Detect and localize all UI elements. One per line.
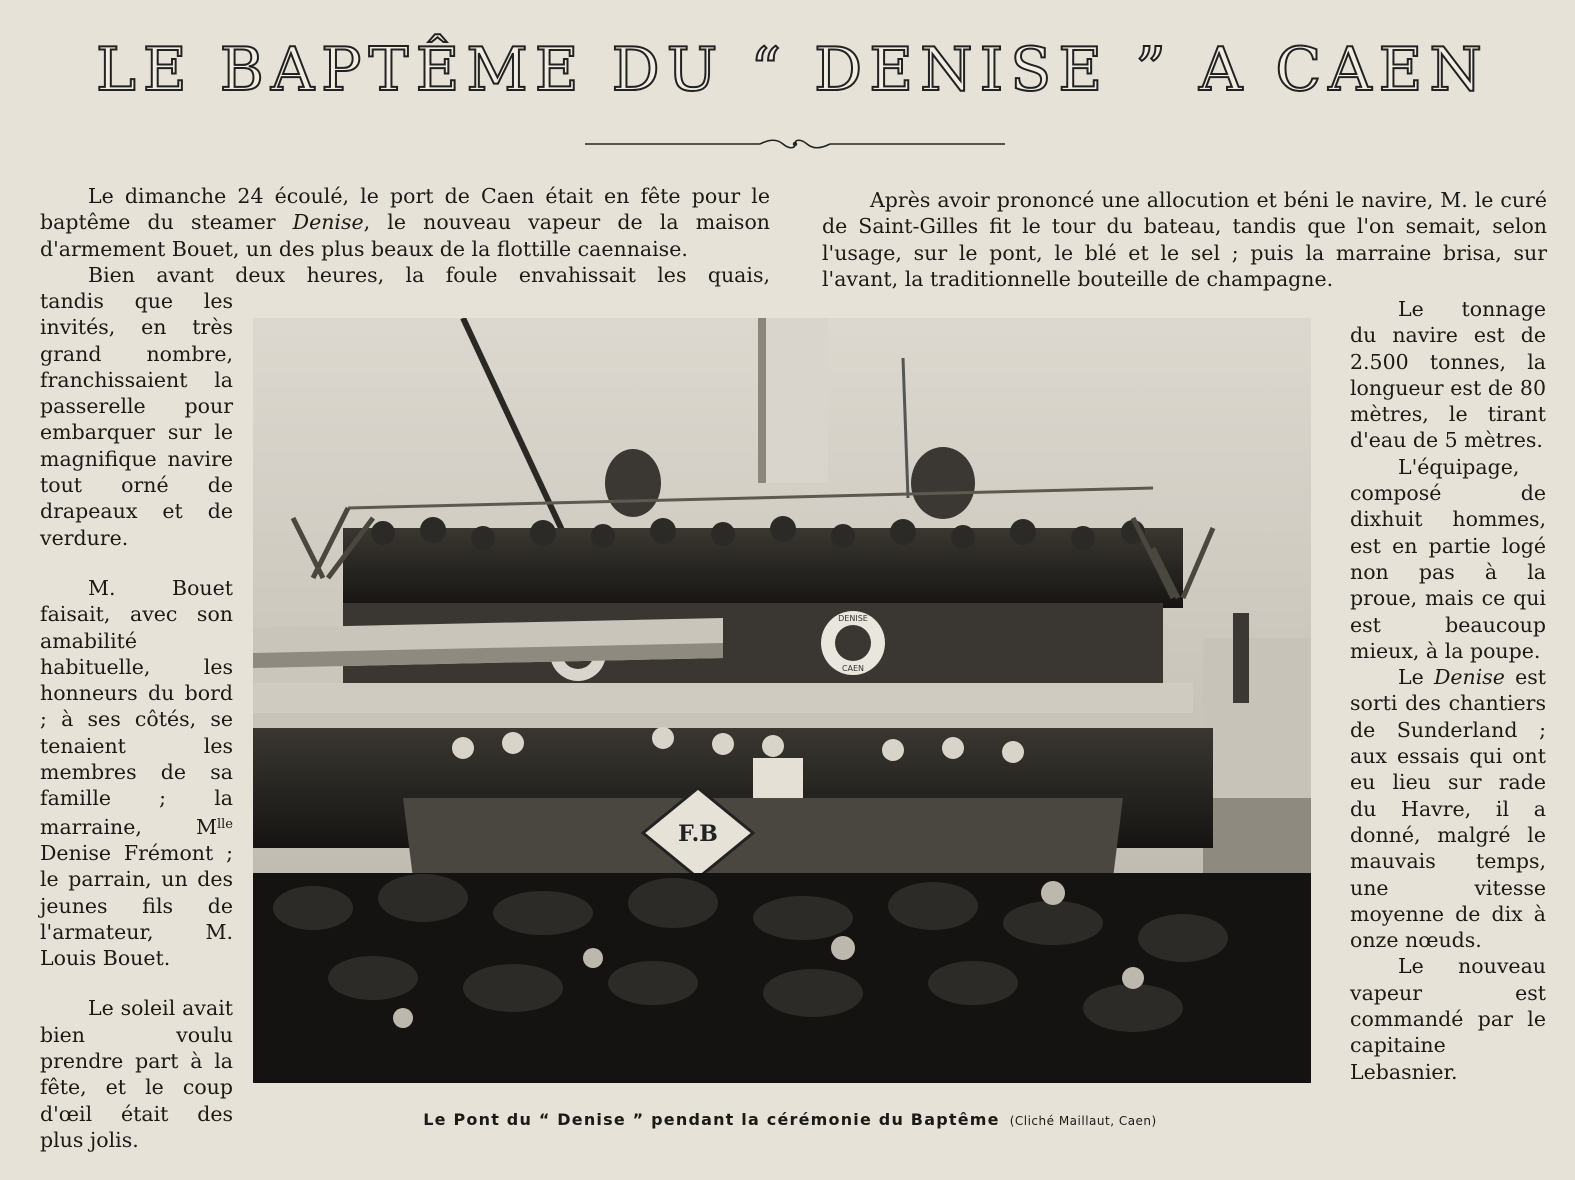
column-right-intro [822, 187, 1547, 292]
divider-ornament [585, 133, 1005, 155]
ventilator-left [605, 449, 661, 517]
photo-caption: Le Pont du “ Denise ” pendant la cérémonie du Baptême (Cliché Maillaut, Caen) [423, 1110, 1157, 1129]
funnel [758, 318, 828, 483]
paragraph-capitaine: Le nouveau vapeur est commandé par le capitaine Lebasnier. [1350, 954, 1546, 1084]
svg-text:DENISE: DENISE [838, 614, 868, 623]
paragraph-allocution: Après avoir prononcé une allocution et béni le navire, M. le curé de Saint-Gilles fit le tour du bateau, tandis que l'on semait, selon l'usage, sur le pont, le blé et le sel ; puis la marraine brisa, sur l'avant, la traditionnelle bouteille de champagne. [822, 188, 1547, 291]
photograph-ship-deck [253, 318, 1311, 1083]
draped-bunting [403, 798, 1123, 878]
paragraph-bouet: M. Bouet faisait, avec son amabilité habituelle, les honneurs du bord ; à ses côtés, se tenaient les membres de sa famille ; la marraine, $M^{lle}$ Denise Frémont ; le parrain, un des jeunes fils de l'armateur, M. Louis Bouet. [40, 575, 233, 971]
headline: LE BAPTÊME DU “ DENISE ” A CAEN [96, 35, 1489, 105]
column-left-narrow [40, 288, 233, 1153]
paragraph-tonnage: Le tonnage du navire est de 2.500 tonnes, la longueur est de 80 mètres, le tirant d'eau de 5 mètres. [1350, 297, 1546, 453]
paragraph-foule: Bien avant deux heures, la foule envahissait les quais, [88, 262, 770, 287]
ventilator-right [911, 447, 975, 519]
column-right-narrow [1350, 296, 1546, 1085]
photo-credit: (Cliché Maillaut, Caen) [1009, 1114, 1157, 1128]
svg-text:CAEN: CAEN [841, 664, 865, 673]
paragraph-dimanche: Le dimanche 24 écoulé, le port de Caen était en fête pour le baptême du steamer Denise, le nouveau vapeur de la maison d'armement Bouet, un des plus beaux de la flottille caennaise. [40, 184, 770, 261]
paragraph-chantiers: Le Denise est sorti des chantiers de Sunderland ; aux essais qui ont eu lieu sur rade du Havre, il a donné, malgré le mauvais temps, une vitesse moyenne de dix à onze nœuds. [1350, 665, 1546, 953]
svg-text:F.B: F.B [678, 821, 718, 847]
paragraph-soleil: Le soleil avait bien voulu prendre part à la fête, et le coup d'œil était des plus jolis. [40, 996, 233, 1152]
paragraph-invites: tandis que les invités, en très grand nombre, franchissaient la passerelle pour embarquer sur le magnifique navire tout orné de drapeaux et de verdure. [40, 289, 233, 550]
paragraph-equipage: L'équipage, composé de dixhuit hommes, est en partie logé non pas à la proue, mais ce qui est beaucoup mieux, à la poupe. [1350, 454, 1546, 663]
ship-ceremony-illustration [253, 318, 1311, 1083]
column-left-intro [40, 183, 770, 288]
upper-deck-crowd [343, 528, 1183, 608]
